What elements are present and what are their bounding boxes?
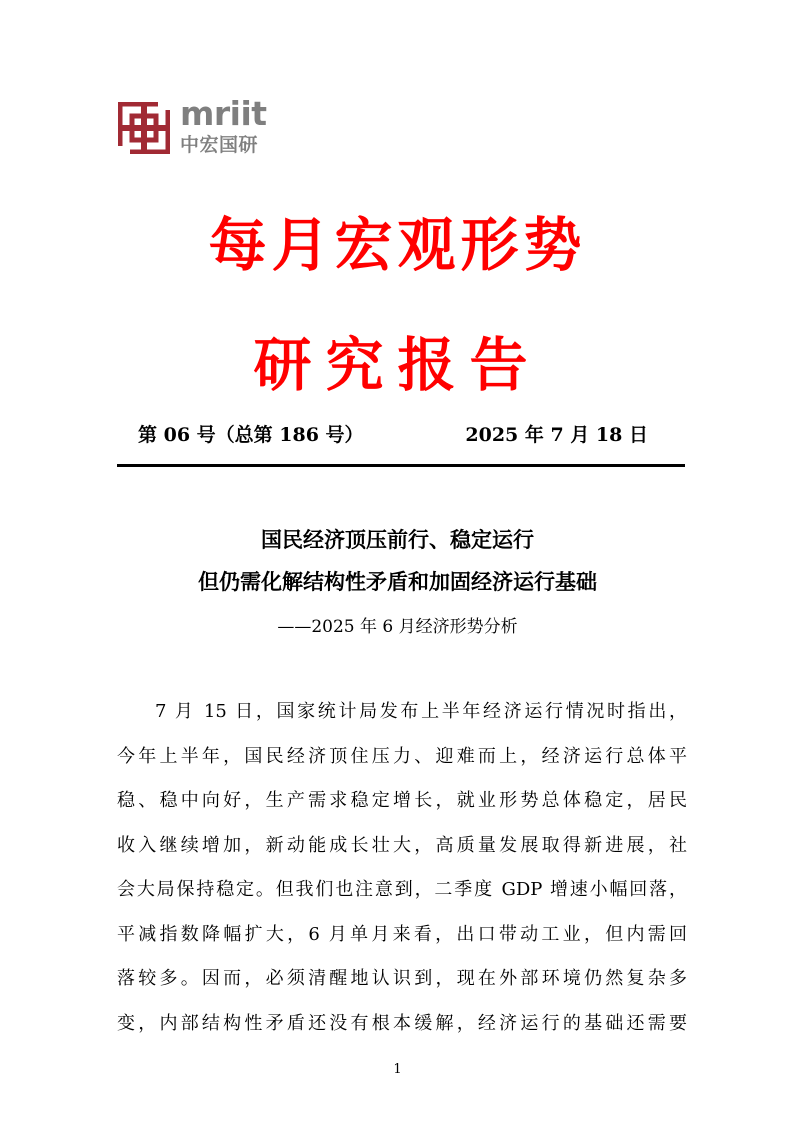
mriit-logo-mark-icon [118, 102, 170, 154]
report-title-line2: 研究报告 [253, 331, 542, 399]
body-line: 稳、稳中向好，生产需求稳定增长，就业形势总体稳定，居民 [117, 790, 687, 811]
report-title-line1: 每月宏观形势 [208, 211, 587, 279]
article-headline-line2: 但仍需化解结构性矛盾和加固经济运行基础 [198, 569, 597, 594]
page-number: 1 [393, 1062, 402, 1077]
mriit-logo [118, 94, 288, 156]
body-line: 平减指数降幅扩大，6 月单月来看，出口带动工业，但内需回 [117, 923, 687, 945]
issue-row [138, 420, 648, 450]
header-divider [117, 464, 685, 467]
logo-text-cn: 中宏国研 [180, 134, 259, 156]
article-body [117, 690, 687, 1046]
body-line: 会大局保持稳定。但我们也注意到，二季度 GDP 增速小幅回落， [117, 879, 687, 900]
body-line: 7 月 15 日，国家统计局发布上半年经济运行情况时指出， [155, 701, 687, 722]
logo-text-en: mriit [180, 94, 267, 133]
issue-date: 2025 年 7 月 18 日 [465, 424, 648, 446]
article-subheadline: ——2025 年 6 月经济形势分析 [277, 617, 518, 637]
body-line: 变，内部结构性矛盾还没有根本缓解，经济运行的基础还需要 [117, 1012, 687, 1034]
body-line: 今年上半年，国民经济顶住压力、迎难而上，经济运行总体平 [117, 745, 687, 767]
article-headline-line1: 国民经济顶压前行、稳定运行 [261, 527, 534, 552]
body-line: 落较多。因而，必须清醒地认识到，现在外部环境仍然复杂多 [117, 968, 687, 989]
issue-number: 第 06 号（总第 186 号） [138, 424, 364, 446]
body-line: 收入继续增加，新动能成长壮大，高质量发展取得新进展，社 [117, 834, 687, 856]
